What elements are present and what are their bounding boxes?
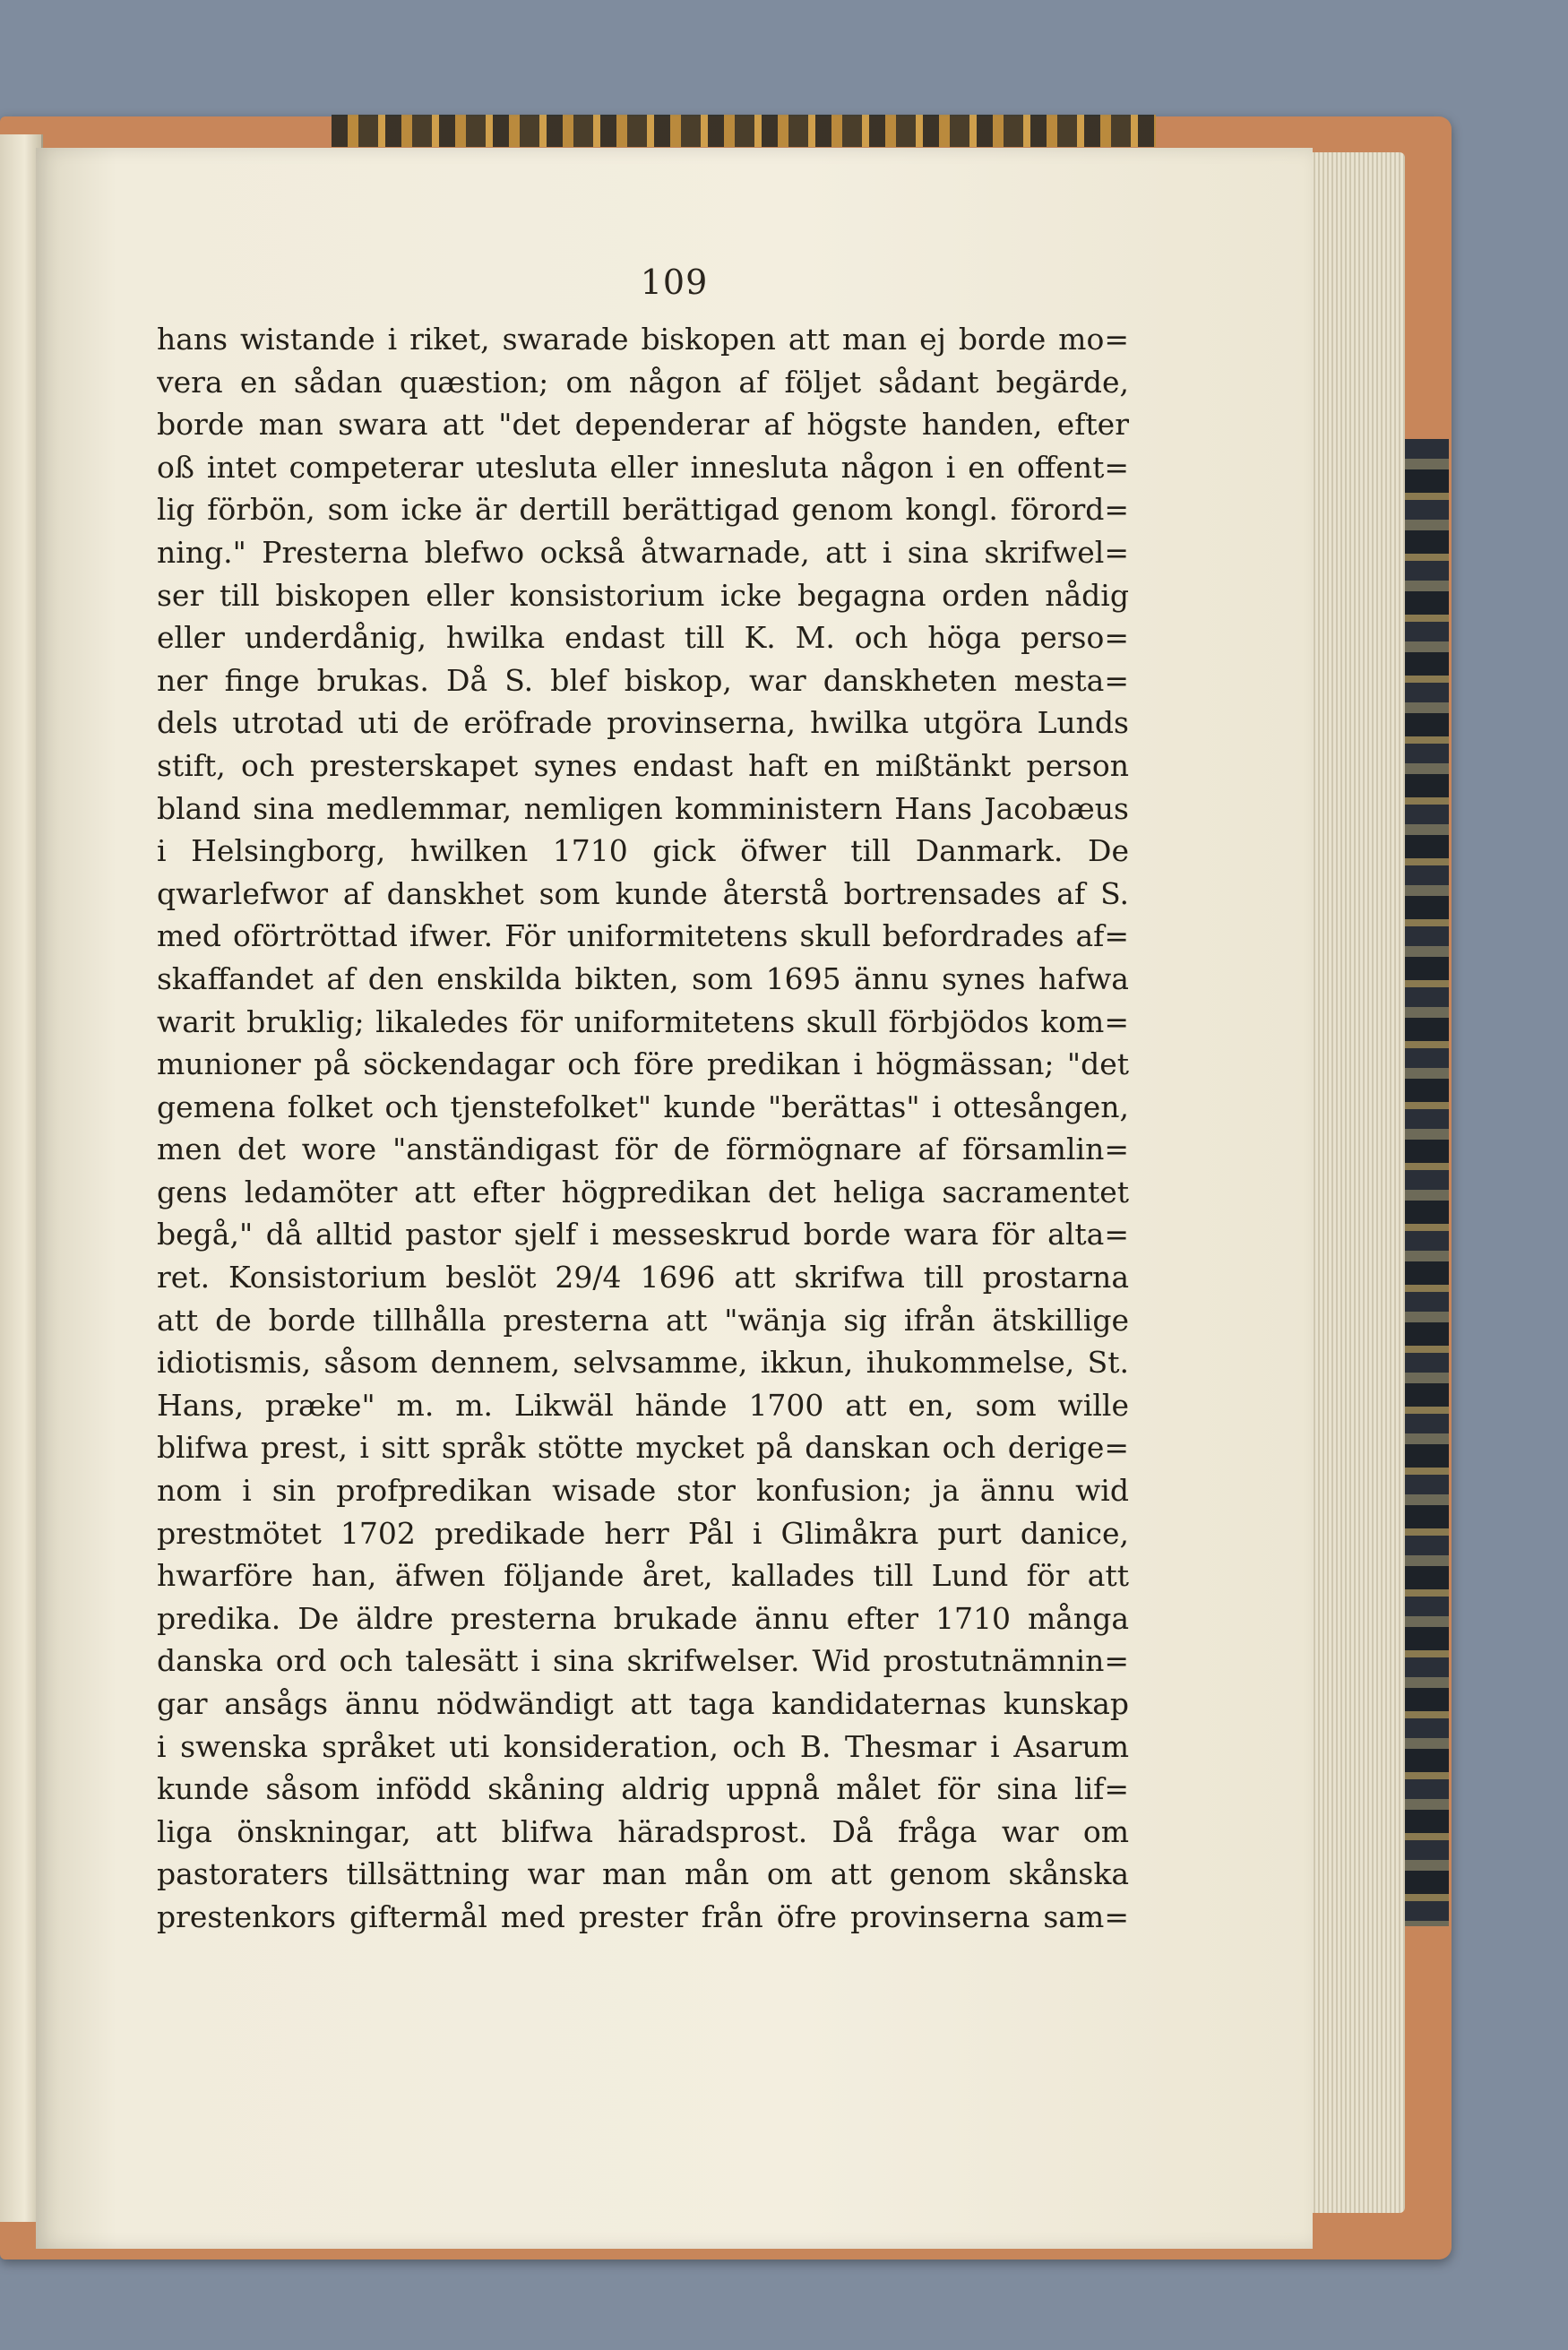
- text-line: predika. De äldre presterna brukade ännu efter 1710 många: [157, 1600, 1129, 1636]
- text-line: lig förbön, som icke är dertill berättigad genom kongl. förord=: [157, 492, 1129, 528]
- text-line: i Helsingborg, hwilken 1710 gick öfwer till Danmark. De: [157, 833, 1129, 869]
- text-line: gens ledamöter att efter högpredikan det heliga sacramentet: [157, 1174, 1129, 1209]
- text-line: dels utrotad uti de eröfrade provinserna, hwilka utgöra Lunds: [157, 705, 1129, 741]
- page-stack-edge: [1306, 152, 1405, 2213]
- text-line: begå," då alltid pastor sjelf i messeskrud borde wara för alta=: [157, 1217, 1129, 1252]
- marbled-endpaper-top: [332, 115, 1156, 147]
- text-line: hans wistande i riket, swarade biskopen att man ej borde mo=: [157, 322, 1129, 357]
- text-line: Hans, præke" m. m. Likwäl hände 1700 att en, som wille: [157, 1387, 1129, 1423]
- marbled-endpaper-side: [1402, 439, 1449, 1926]
- text-line: att de borde tillhålla presterna att "wänja sig ifrån ätskillige: [157, 1302, 1129, 1338]
- text-line: eller underdånig, hwilka endast till K. M. och höga perso=: [157, 620, 1129, 656]
- text-line: ret. Konsistorium beslöt 29/4 1696 att skrifwa till prostarna: [157, 1260, 1129, 1296]
- text-line: med oförtröttad ifwer. För uniformitetens skull befordrades af=: [157, 918, 1129, 954]
- text-line: liga önskningar, att blifwa häradsprost. Då fråga war om: [157, 1813, 1129, 1849]
- text-line: warit bruklig; likaledes för uniformitetens skull förbjödos kom=: [157, 1003, 1129, 1039]
- text-line: hwarföre han, äfwen följande året, kallades till Lund för att: [157, 1558, 1129, 1594]
- text-line: idiotismis, såsom dennem, selvsamme, ikkun, ihukommelse, St.: [157, 1345, 1129, 1381]
- text-line: kunde såsom infödd skåning aldrig uppnå målet för sina lif=: [157, 1771, 1129, 1807]
- text-line: skaffandet af den enskilda bikten, som 1695 ännu synes hafwa: [157, 960, 1129, 996]
- page-number: 109: [640, 263, 709, 302]
- text-line: oß intet competerar utesluta eller innesluta någon i en offent=: [157, 449, 1129, 485]
- text-line: borde man swara att "det dependerar af högste handen, efter: [157, 407, 1129, 443]
- text-line: ner finge brukas. Då S. blef biskop, war danskheten mesta=: [157, 662, 1129, 698]
- text-line: munioner på söckendagar och före predikan i högmässan; "det: [157, 1046, 1129, 1082]
- text-line: ning." Presterna blefwo också åtwarnade, att i sina skrifwel=: [157, 534, 1129, 570]
- text-line: ser till biskopen eller konsistorium icke begagna orden nådig: [157, 577, 1129, 613]
- text-line: prestmötet 1702 predikade herr Pål i Glimåkra purt danice,: [157, 1515, 1129, 1551]
- text-line: prestenkors giftermål med prester från öfre provinserna sam=: [157, 1898, 1129, 1934]
- book-page: [36, 148, 1313, 2249]
- text-line: bland sina medlemmar, nemligen komministern Hans Jacobæus: [157, 790, 1129, 826]
- text-line: stift, och presterskapet synes endast haft en mißtänkt person: [157, 747, 1129, 783]
- text-line: qwarlefwor af danskhet som kunde återstå bortrensades af S.: [157, 875, 1129, 911]
- page-text: [157, 318, 1129, 1939]
- text-line: vera en sådan quæstion; om någon af följet sådant begärde,: [157, 364, 1129, 400]
- text-line: danska ord och talesätt i sina skrifwelser. Wid prostutnämnin=: [157, 1643, 1129, 1679]
- text-line: men det wore "anständigast för de förmögnare af församlin=: [157, 1132, 1129, 1167]
- text-line: gemena folket och tjenstefolket" kunde "berättas" i ottesången,: [157, 1089, 1129, 1124]
- text-line: i swenska språket uti konsideration, och B. Thesmar i Asarum: [157, 1728, 1129, 1764]
- text-line: pastoraters tillsättning war man mån om att genom skånska: [157, 1856, 1129, 1892]
- text-line: gar ansågs ännu nödwändigt att taga kandidaternas kunskap: [157, 1686, 1129, 1721]
- text-line: blifwa prest, i sitt språk stötte mycket på danskan och derige=: [157, 1430, 1129, 1466]
- text-line: nom i sin profpredikan wisade stor konfusion; ja ännu wid: [157, 1473, 1129, 1509]
